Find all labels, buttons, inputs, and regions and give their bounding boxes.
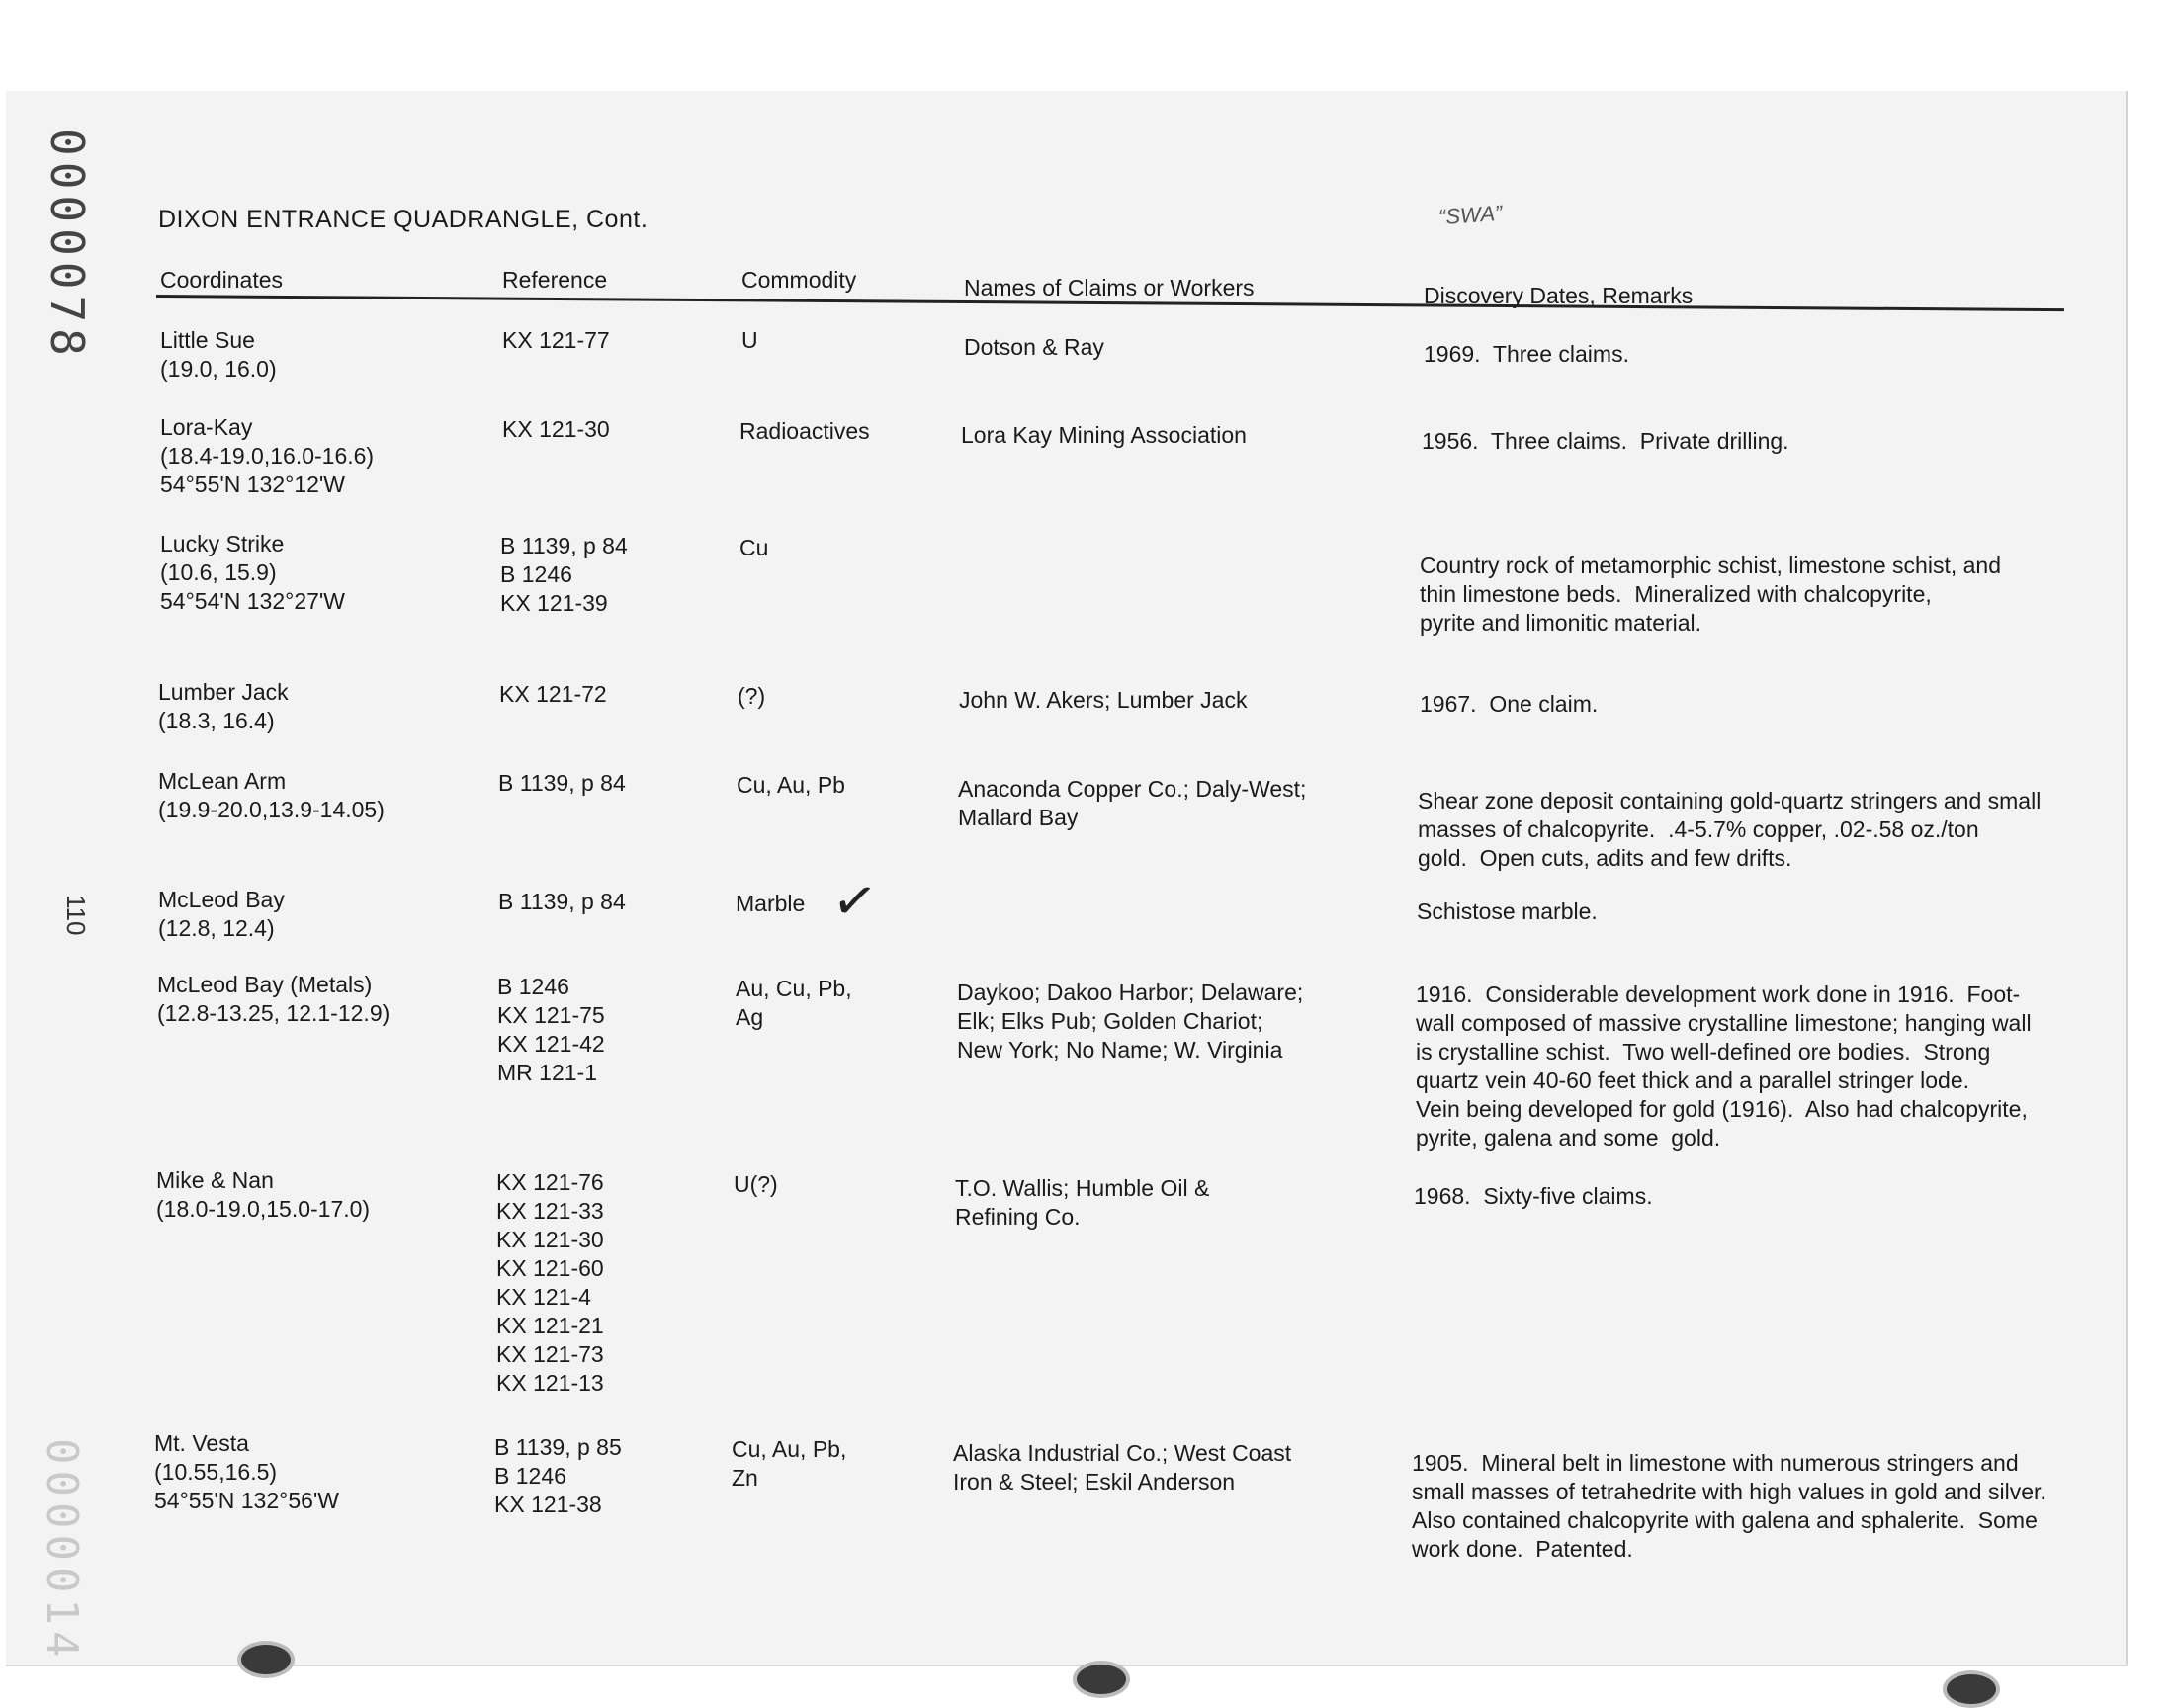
row-4-coordinates: Lumber Jack (18.3, 16.4) bbox=[158, 679, 289, 733]
row-3-commodity: Cu bbox=[740, 535, 769, 560]
row-9-commodity: Cu, Au, Pb, Zn bbox=[732, 1436, 847, 1491]
row-2-reference: KX 121-30 bbox=[502, 416, 610, 442]
row-1-remarks: 1969. Three claims. bbox=[1424, 341, 1629, 367]
checkmark-icon: ✓ bbox=[827, 869, 882, 934]
row-9-remarks: 1905. Mineral belt in limestone with numerous stringers and small masses of tetrahedrite with high values in gold and silver. Also contained chalcopyrite with galena and sphalerite. Some work done. Patented. bbox=[1412, 1450, 2046, 1562]
binder-hole bbox=[1073, 1661, 1130, 1698]
header-commodity: Commodity bbox=[741, 267, 857, 293]
row-5-names: Anaconda Copper Co.; Daly-West; Mallard Bay bbox=[958, 776, 1307, 830]
binder-hole bbox=[237, 1641, 295, 1678]
row-9-reference: B 1139, p 85 B 1246 KX 121-38 bbox=[494, 1434, 622, 1517]
row-7-reference: B 1246 KX 121-75 KX 121-42 MR 121-1 bbox=[497, 974, 605, 1085]
row-5-commodity: Cu, Au, Pb bbox=[737, 772, 845, 798]
row-4-remarks: 1967. One claim. bbox=[1420, 691, 1599, 717]
row-3-remarks: Country rock of metamorphic schist, limestone schist, and thin limestone beds. Mineralized with chalcopyrite, pyrite and limonitic material. bbox=[1420, 553, 2002, 636]
document-number-stamp: 0000078 bbox=[41, 128, 94, 362]
row-1-names: Dotson & Ray bbox=[964, 334, 1104, 360]
header-reference: Reference bbox=[502, 267, 608, 293]
row-6-reference: B 1139, p 84 bbox=[498, 889, 626, 914]
row-7-names: Daykoo; Dakoo Harbor; Delaware; Elk; Elks Pub; Golden Chariot; New York; No Name; W. Virginia bbox=[957, 980, 1304, 1063]
row-9-coordinates: Mt. Vesta (10.55,16.5) 54°55'N 132°56'W bbox=[154, 1430, 340, 1513]
row-4-names: John W. Akers; Lumber Jack bbox=[959, 687, 1248, 713]
row-4-commodity: (?) bbox=[738, 683, 766, 709]
row-7-remarks: 1916. Considerable development work done in 1916. Foot- wall composed of massive crystalline limestone; hanging wall is crystalline schist. Two well-defined ore bodies. Strong quartz vein 40-60 feet thick and a parallel stringer lode. Vein being developed for gold (1916). Also had chalcopyrite, pyrite, galena and some gold. bbox=[1416, 982, 2032, 1151]
row-6-coordinates: McLeod Bay (12.8, 12.4) bbox=[158, 887, 285, 941]
row-2-remarks: 1956. Three claims. Private drilling. bbox=[1422, 428, 1789, 454]
header-names: Names of Claims or Workers bbox=[964, 275, 1255, 300]
header-remarks: Discovery Dates, Remarks bbox=[1424, 283, 1694, 308]
row-5-reference: B 1139, p 84 bbox=[498, 770, 626, 796]
row-5-coordinates: McLean Arm (19.9-20.0,13.9-14.05) bbox=[158, 768, 385, 822]
faded-document-number-stamp: 0000014 bbox=[37, 1438, 87, 1664]
row-6-commodity: Marble bbox=[736, 891, 806, 916]
row-6-remarks: Schistose marble. bbox=[1417, 898, 1598, 924]
row-9-names: Alaska Industrial Co.; West Coast Iron & Steel; Eskil Anderson bbox=[953, 1440, 1292, 1494]
row-3-coordinates: Lucky Strike (10.6, 15.9) 54°54'N 132°27'W bbox=[160, 531, 346, 614]
page-title: DIXON ENTRANCE QUADRANGLE, Cont. bbox=[158, 206, 649, 233]
row-2-names: Lora Kay Mining Association bbox=[961, 422, 1247, 448]
row-1-coordinates: Little Sue (19.0, 16.0) bbox=[160, 327, 277, 382]
binder-hole bbox=[1943, 1670, 2000, 1708]
row-4-reference: KX 121-72 bbox=[499, 681, 607, 707]
row-8-coordinates: Mike & Nan (18.0-19.0,15.0-17.0) bbox=[156, 1167, 371, 1222]
row-5-remarks: Shear zone deposit containing gold-quartz stringers and small masses of chalcopyrite. .4-5.7% copper, .02-.58 oz./ton gold. Open cuts, adits and few drifts. bbox=[1418, 788, 2042, 871]
header-coordinates: Coordinates bbox=[160, 267, 284, 293]
page-number: 110 bbox=[61, 895, 91, 936]
row-8-reference: KX 121-76 KX 121-33 KX 121-30 KX 121-60 KX 121-4 KX 121-21 KX 121-73 KX 121-13 bbox=[496, 1169, 604, 1396]
row-2-commodity: Radioactives bbox=[740, 418, 870, 444]
row-8-commodity: U(?) bbox=[734, 1171, 778, 1197]
row-8-names: T.O. Wallis; Humble Oil & Refining Co. bbox=[955, 1175, 1210, 1230]
row-1-commodity: U bbox=[741, 327, 758, 353]
row-8-remarks: 1968. Sixty-five claims. bbox=[1414, 1183, 1653, 1209]
row-2-coordinates: Lora-Kay (18.4-19.0,16.0-16.6) 54°55'N 132°12'W bbox=[160, 414, 375, 497]
row-7-coordinates: McLeod Bay (Metals) (12.8-13.25, 12.1-12.9) bbox=[157, 972, 391, 1026]
row-7-commodity: Au, Cu, Pb, Ag bbox=[736, 976, 852, 1030]
row-1-reference: KX 121-77 bbox=[502, 327, 610, 353]
handwritten-initials: “SWA” bbox=[1437, 200, 1504, 230]
row-3-reference: B 1139, p 84 B 1246 KX 121-39 bbox=[500, 533, 628, 616]
